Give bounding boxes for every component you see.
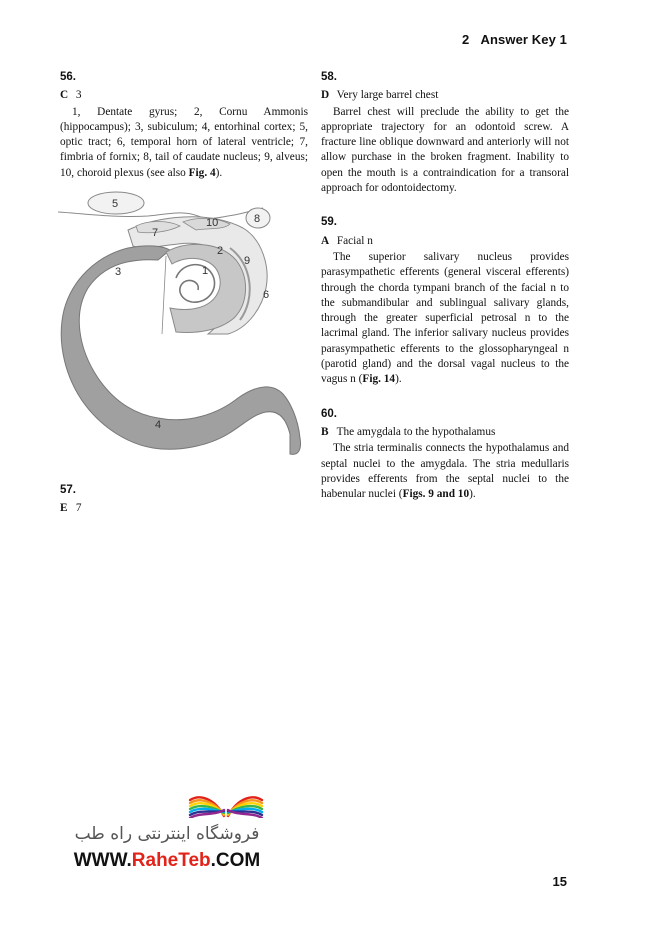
watermark-url bbox=[56, 850, 278, 872]
answer-line bbox=[60, 501, 260, 516]
explanation bbox=[321, 250, 569, 388]
open-book-icon bbox=[186, 784, 266, 818]
answer-line bbox=[60, 88, 308, 103]
figure-label-2: 2 bbox=[217, 245, 224, 257]
url-suffix: .COM bbox=[210, 850, 261, 871]
explanation-tail: ). bbox=[215, 166, 223, 179]
question-number: 57. bbox=[60, 484, 76, 496]
answer-letter: D bbox=[321, 89, 330, 102]
answer-text: 7 bbox=[75, 502, 82, 515]
figure-label-5: 5 bbox=[112, 198, 119, 210]
explanation: Barrel chest will preclude the ability to get the appropriate trajectory for an odontoid screw. A fracture line oblique downward and anteriorly will not allow purchase in the broken fragment. Inability to open the mouth is a contraindication for a transoral approach for odontoidectomy. bbox=[321, 105, 569, 195]
question-56 bbox=[60, 70, 308, 181]
page-number: 15 bbox=[552, 874, 567, 889]
answer-letter: E bbox=[60, 502, 68, 515]
question-number: 59. bbox=[321, 216, 337, 229]
answer-text: Facial n bbox=[336, 234, 373, 247]
running-header bbox=[462, 32, 567, 47]
watermark-logo bbox=[56, 784, 276, 880]
figure-label-1: 1 bbox=[202, 265, 209, 277]
answer-letter: B bbox=[321, 425, 329, 438]
url-brand: RaheTeb bbox=[131, 850, 211, 871]
chapter-number: 2 bbox=[461, 32, 470, 47]
figure-label-10: 10 bbox=[206, 217, 219, 229]
explanation-text: 1, Dentate gyrus; 2, Cornu Ammonis (hippocampus); 3, subiculum; 4, entorhinal cortex; 5, optic tract; 6, temporal horn of lateral ventricle; 7, fimbria of fornix; 8, tail of caudate nucleus; 9, alveus; 10, choroid plexus (see also bbox=[60, 105, 308, 179]
explanation bbox=[321, 441, 569, 502]
figure-reference: Fig. 14 bbox=[362, 373, 396, 386]
answer-line bbox=[321, 88, 569, 103]
right-column bbox=[321, 70, 569, 502]
question-58 bbox=[321, 70, 569, 196]
explanation-text: The stria terminalis connects the hypothalamus and septal nuclei to the amygdala. The stria medullaris provides efferents from the septal nuclei to the habenular nuclei ( bbox=[321, 442, 569, 501]
figure-label-8: 8 bbox=[254, 213, 261, 225]
question-number: 56. bbox=[60, 71, 76, 83]
answer-text: 3 bbox=[75, 89, 82, 102]
question-number: 60. bbox=[321, 407, 337, 420]
figure-label-3: 3 bbox=[115, 266, 122, 278]
question-57 bbox=[60, 483, 260, 518]
explanation-tail: ). bbox=[469, 488, 476, 501]
hippocampus-diagram bbox=[58, 188, 308, 466]
dentate-gyrus-shape bbox=[176, 265, 215, 303]
figure-label-9: 9 bbox=[244, 255, 251, 267]
figure-label-7: 7 bbox=[152, 227, 159, 239]
answer-text: The amygdala to the hypothalamus bbox=[336, 425, 496, 438]
answer-line bbox=[321, 425, 569, 440]
explanation-tail: ). bbox=[395, 373, 402, 386]
explanation bbox=[60, 105, 308, 181]
chapter-title: Answer Key 1 bbox=[480, 32, 567, 47]
watermark-persian-text: فروشگاه اینترنتی راه طب bbox=[74, 824, 260, 844]
question-59 bbox=[321, 215, 569, 387]
answer-line bbox=[321, 234, 569, 249]
figure-reference: Figs. 9 and 10 bbox=[402, 488, 470, 501]
question-60 bbox=[321, 407, 569, 503]
answer-letter: A bbox=[321, 234, 330, 247]
answer-letter: C bbox=[60, 89, 69, 102]
explanation-text: The superior salivary nucleus provides parasympathetic efferents (general visceral efferents) through the chorda tympani branch of the facial n to the submandibular and sublingual salivary glands, through the greater superficial petrosal n to the lacrimal gland. The inferior salivary nucleus provides parasympathetic efferents to the glossopharyngeal n (parotid gland) and the dorsal vagal nucleus to the vagus n ( bbox=[321, 250, 569, 386]
figure-reference: Fig. 4 bbox=[188, 166, 216, 179]
figure-label-4: 4 bbox=[155, 419, 162, 431]
answer-text: Very large barrel chest bbox=[336, 89, 439, 102]
figure-label-6: 6 bbox=[263, 289, 270, 301]
question-number: 58. bbox=[321, 71, 337, 83]
url-prefix: WWW. bbox=[73, 850, 132, 871]
